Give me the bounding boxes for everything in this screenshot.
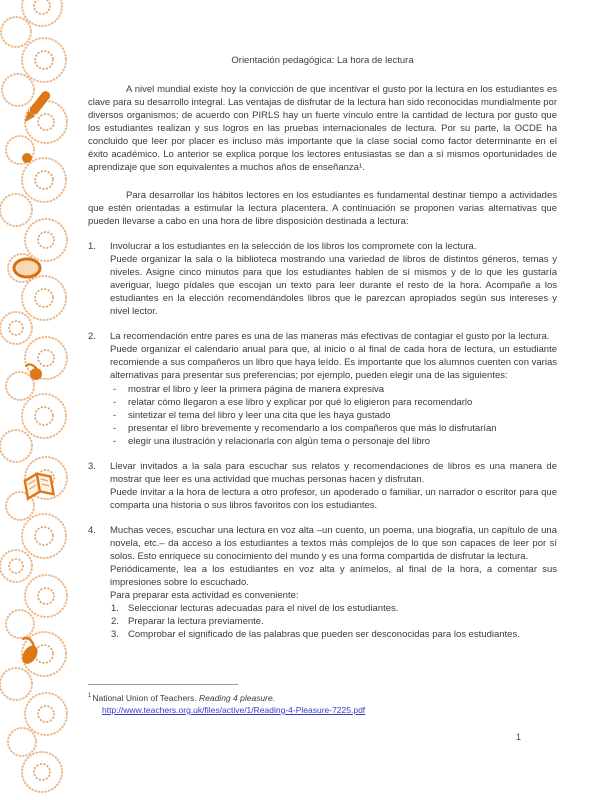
list-item-1 [88,240,557,318]
list-item-lead: La recomendación entre pares es una de las maneras más efectivas de contagiar el gusto por la lectura. [110,331,550,342]
footnote-citation [88,690,508,704]
sub-step-number: 1. [111,603,119,614]
dash-marker: - [113,397,117,408]
dash-bullet [110,396,557,409]
dash-bullet-text: presentar el libro brevemente y recomendarlo a los compañeros que más lo disfrutarían [128,423,497,434]
ink-blob-icon [26,364,42,380]
ornament-border [0,0,78,800]
footnote-work-title: Reading 4 pleasure. [198,692,276,703]
intro-paragraph-1: A nivel mundial existe hoy la convicción de que incentivar el gusto por la lectura en los estudiantes es clave para su desarrollo integral. Las ventajas de disfrutar de la lectura han sido reconocidas mundialmente por diversos organismos; de acuerdo con PIRLS hay un fuerte vínculo entre la cantidad de lectura por gusto que los estudiantes realizan y sus logros en las pruebas internacionales de lectura. Por su parte, la OCDE ha concluido que leer por placer es incluso más importante que la clase social como factor determinante en el éxito académico. Lo anterior se explica porque los lectores entusiastas se dan a sí mismos oportunidades de aprendizaje que son equivalentes a muchos años de enseñanza¹. [88,84,557,173]
dash-marker: - [113,384,117,395]
list-item-lead: Muchas veces, escuchar una lectura en voz alta –un cuento, un poema, una biografía, un capítulo de una novela, etc.– da acceso a los estudiantes a textos más complejos de lo que son capaces de leer por sí solos. Esto enriquece su conocimiento del mundo y es una forma compartida de disfrutar la lectura. [110,525,557,562]
list-item-number: 3. [88,461,96,472]
dash-bullet-text: sintetizar el tema del libro y leer una cita que les haya gustado [128,410,391,421]
list-item-3 [88,460,557,512]
dash-bullet [110,409,557,422]
list-item-2 [88,330,557,448]
list-item-number: 4. [88,525,96,536]
list-item-body: Puede invitar a la hora de lectura a otro profesor, un apoderado o familiar, un narrador o escritor para que comparta una historia o sus libros favoritos con los estudiantes. [110,487,557,511]
list-item-body: Periódicamente, lea a los estudiantes en voz alta y anímelos, al final de la hora, a comentar sus impresiones sobre lo escuchado. [110,564,557,588]
list-item-4 [88,524,557,641]
sub-step [110,615,557,628]
ring-icon [14,259,40,277]
page-title: Orientación pedagógica: La hora de lectura [231,55,414,66]
footnote-link[interactable]: http://www.teachers.org.uk/files/active/1/Reading-4-Pleasure-7225.pdf [102,704,366,715]
list-item-body: Puede organizar el calendario anual para que, al inicio o al final de cada hora de lectura, un estudiante recomiende a sus compañeros un libro que haya leído. Es importante que los alumnos cuenten con varias alternativas para presentar sus preferencias; por ejemplo, pueden elegir una de las siguientes: [110,344,557,381]
footnote-divider [88,684,238,685]
dash-bullet-text: relatar cómo llegaron a ese libro y explicar por qué lo eligieron para recomendarlo [128,397,473,408]
sub-step [110,602,557,615]
list-item-number: 2. [88,331,96,342]
sub-step-number: 2. [111,616,119,627]
sub-step-number: 3. [111,629,119,640]
page-number: 1 [516,732,522,742]
list-item-body: Para preparar esta actividad es conveniente: [110,590,299,601]
dash-bullet-text: mostrar el libro y leer la primera página de manera expresiva [128,384,385,395]
sub-step-text: Comprobar el significado de las palabras que pueden ser desconocidas para los estudiantes. [128,629,520,640]
sub-step [110,628,557,641]
dash-bullet-text: elegir una ilustración y relacionarla con algún tema o personaje del libro [128,436,431,447]
intro-paragraph-2: Para desarrollar los hábitos lectores en los estudiantes es fundamental destinar tiempo a actividades que estén orientadas a estimular la lectura placentera. A continuación se proponen varias alternativas que pueden llevarse a cabo en una hora de libre disposición destinada a lectura: [88,190,557,227]
ink-dot-icon [22,153,32,163]
dash-marker: - [113,423,117,434]
document-body [88,54,557,641]
open-book-icon [24,471,54,498]
sub-step-list [110,602,557,641]
dash-bullet [110,422,557,435]
sub-step-text: Seleccionar lecturas adecuadas para el nivel de los estudiantes. [128,603,399,614]
dash-bullet [110,435,557,448]
list-item-body: Puede organizar la sala o la biblioteca mostrando una variedad de libros de distintos géneros, temas y niveles. Asigne cinco minutos para que los estudiantes hablen de sí mismos y de lo que les gustaría averiguar, luego pídales que escojan un texto para leer durante el resto de la hora. Acompañe a los estudiantes en la elección recomendándoles libros que le parezcan apropiados según sus intereses y nivel lector. [110,254,557,317]
dash-marker: - [113,436,117,447]
footnote-source: National Union of Teachers. [92,692,199,703]
sub-step-text: Preparar la lectura previamente. [128,616,264,627]
dash-bullet [110,383,557,396]
footnote-marker: 1 [88,693,92,699]
pencil-icon [21,89,51,124]
list-item-lead: Involucrar a los estudiantes en la selección de los libros los compromete con la lectura. [110,241,477,252]
list-item-lead: Llevar invitados a la sala para escuchar sus relatos y recomendaciones de libros es una manera de mostrar que leer es una actividad que muchas personas hacen y disfrutan. [110,461,557,485]
list-item-number: 1. [88,241,96,252]
ink-drop-icon [13,636,43,666]
dash-bullet-list [110,383,557,448]
dash-marker: - [113,410,117,421]
footnote [88,684,508,716]
